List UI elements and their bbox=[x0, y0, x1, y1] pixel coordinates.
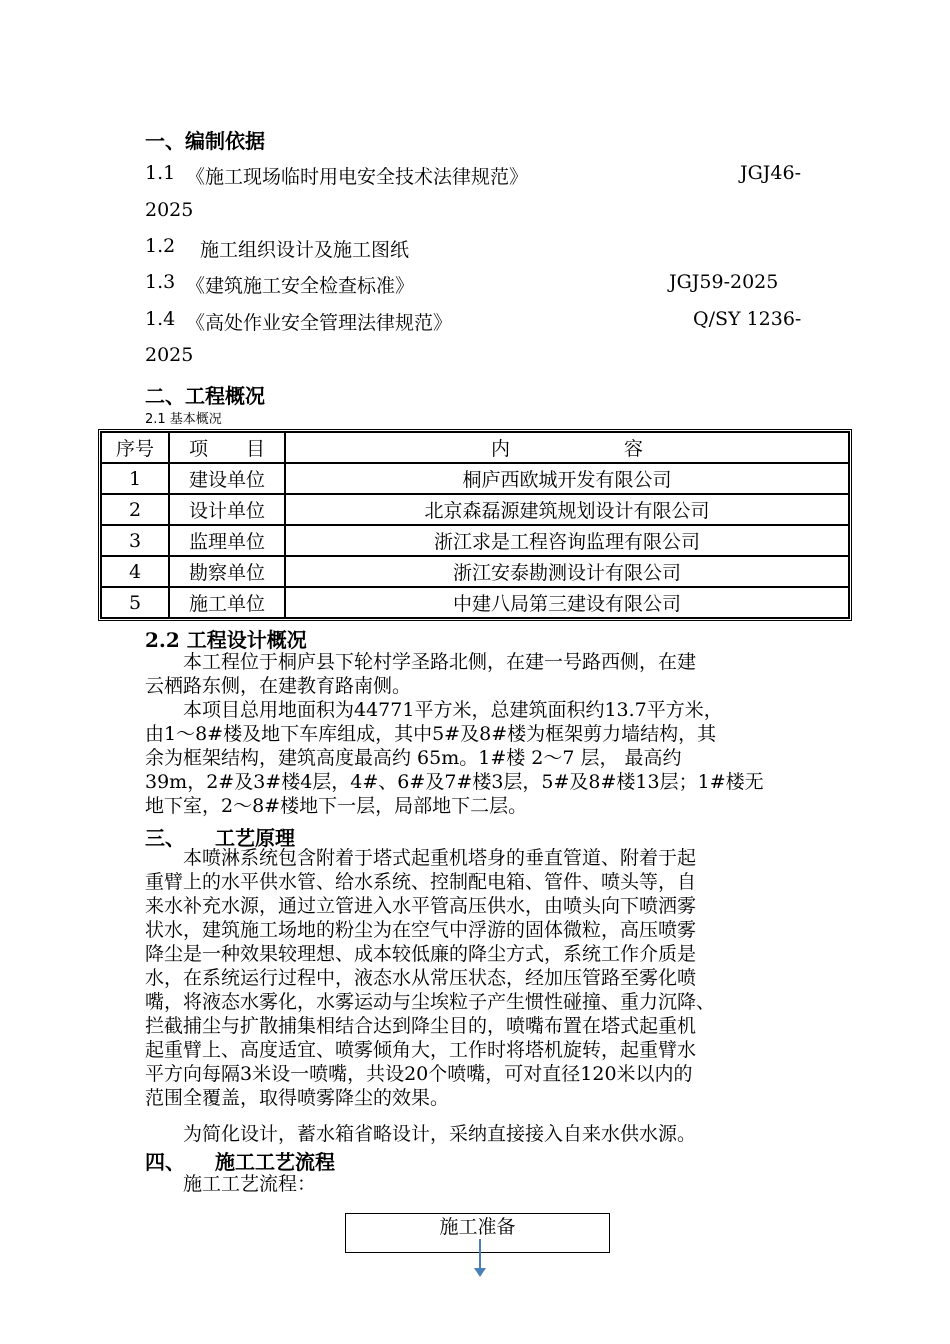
table-header-cell: 内 容 bbox=[285, 432, 849, 463]
section-1-title: 一、编制依据 bbox=[145, 129, 265, 153]
simplified-design-paragraph bbox=[145, 1122, 696, 1146]
paragraph-line: 起重臂上、高度适宜、喷雾倾角大，工作时将塔机旋转，起重臂水 bbox=[145, 1039, 697, 1061]
table-cell: 1 bbox=[101, 463, 169, 494]
table-cell: 勘察单位 bbox=[169, 556, 285, 587]
paragraph-line: 由1～8#楼及地下车库组成，其中5#及8#楼为框架剪力墙结构，其 bbox=[145, 723, 717, 745]
paragraph-line: 范围全覆盖，取得喷雾降尘的效果。 bbox=[145, 1087, 450, 1109]
paragraph-line: 余为框架结构，建筑高度最高约 65m。1#楼 2～7 层， 最高约 bbox=[145, 747, 682, 769]
paragraph-line: 来水补充水源，通过立管进入水平管高压供水，由喷头向下喷洒雾 bbox=[145, 895, 697, 917]
ref-1-number: 1.1 bbox=[145, 162, 176, 184]
table-header-cell: 序号 bbox=[101, 432, 169, 463]
subsection-2-1-title: 2.1 基本概况 bbox=[145, 412, 222, 427]
paragraph-line: 云栖路东侧，在建教育路南侧。 bbox=[145, 675, 412, 697]
section-2-title: 二、工程概况 bbox=[145, 384, 265, 408]
flow-arrow-head-icon bbox=[474, 1268, 486, 1277]
table-cell: 浙江求是工程咨询监理有限公司 bbox=[285, 525, 849, 556]
ref-1-code: JGJ46- bbox=[740, 162, 802, 184]
table-cell: 2 bbox=[101, 494, 169, 525]
table-row bbox=[101, 587, 849, 618]
paragraph-line: 本项目总用地面积为44771平方米，总建筑面积约13.7平方米， bbox=[145, 699, 723, 721]
flow-intro bbox=[145, 1172, 316, 1196]
ref-3-name: 《建筑施工安全检查标准》 bbox=[186, 275, 415, 297]
paragraph-line: 为简化设计，蓄水箱省略设计，采纳直接接入自来水供水源。 bbox=[145, 1123, 697, 1145]
table-cell: 5 bbox=[101, 587, 169, 618]
ref-3-code: JGJ59-2025 bbox=[669, 271, 779, 293]
process-principle-paragraph bbox=[145, 846, 715, 1110]
table-cell: 施工单位 bbox=[169, 587, 285, 618]
ref-2-number: 1.2 bbox=[145, 235, 176, 257]
table-cell: 中建八局第三建设有限公司 bbox=[285, 587, 849, 618]
paragraph-line: 平方向每隔3米设一喷嘴，共设20个喷嘴，可对直径120米以内的 bbox=[145, 1063, 693, 1085]
section-4-title: 四、 施工工艺流程 bbox=[145, 1150, 335, 1174]
table-cell: 桐庐西欧城开发有限公司 bbox=[285, 463, 849, 494]
table-cell: 3 bbox=[101, 525, 169, 556]
paragraph-line: 嘴，将液态水雾化，水雾运动与尘埃粒子产生惯性碰撞、重力沉降、 bbox=[145, 991, 716, 1013]
paragraph-line: 拦截捕尘与扩散捕集相结合达到降尘目的，喷嘴布置在塔式起重机 bbox=[145, 1015, 697, 1037]
ref-4-number: 1.4 bbox=[145, 308, 176, 330]
paragraph-line: 施工工艺流程： bbox=[145, 1173, 317, 1195]
ref-4-name: 《高处作业安全管理法律规范》 bbox=[186, 312, 453, 334]
table-cell: 监理单位 bbox=[169, 525, 285, 556]
table-header-cell: 项 目 bbox=[169, 432, 285, 463]
table-row bbox=[101, 494, 849, 525]
table-cell: 浙江安泰勘测设计有限公司 bbox=[285, 556, 849, 587]
paragraph-line: 39m，2#及3#楼4层，4#、6#及7#楼3层，5#及8#楼13层；1#楼无 bbox=[145, 771, 764, 793]
project-scale-paragraph bbox=[145, 698, 764, 818]
ref-1-code-wrap: 2025 bbox=[145, 199, 194, 221]
paragraph-line: 地下室，2～8#楼地下一层，局部地下二层。 bbox=[145, 795, 528, 817]
table-row bbox=[101, 556, 849, 587]
table-cell: 北京森磊源建筑规划设计有限公司 bbox=[285, 494, 849, 525]
ref-4-code: Q/SY 1236- bbox=[693, 308, 802, 330]
paragraph-line: 水，在系统运行过程中，液态水从常压状态，经加压管路至雾化喷 bbox=[145, 967, 697, 989]
table-cell: 4 bbox=[101, 556, 169, 587]
flow-step-box: 施工准备 bbox=[345, 1213, 610, 1253]
subsection-2-2-title: 2.2 工程设计概况 bbox=[145, 628, 307, 652]
basic-info-table bbox=[98, 429, 852, 621]
paragraph-line: 本工程位于桐庐县下轮村学圣路北侧，在建一号路西侧，在建 bbox=[145, 651, 697, 673]
table-row bbox=[101, 463, 849, 494]
table-header-row bbox=[101, 432, 849, 463]
ref-3-number: 1.3 bbox=[145, 271, 176, 293]
ref-4-code-wrap: 2025 bbox=[145, 344, 194, 366]
paragraph-line: 本喷淋系统包含附着于塔式起重机塔身的垂直管道、附着于起 bbox=[145, 847, 697, 869]
project-location-paragraph bbox=[145, 650, 696, 698]
paragraph-line: 重臂上的水平供水管、给水系统、控制配电箱、管件、喷头等，自 bbox=[145, 871, 697, 893]
table-cell: 设计单位 bbox=[169, 494, 285, 525]
section-3-title: 三、 工艺原理 bbox=[145, 826, 295, 850]
ref-1-name: 《施工现场临时用电安全技术法律规范》 bbox=[186, 166, 529, 188]
paragraph-line: 降尘是一种效果较理想、成本较低廉的降尘方式，系统工作介质是 bbox=[145, 943, 697, 965]
paragraph-line: 状水，建筑施工场地的粉尘为在空气中浮游的固体微粒，高压喷雾 bbox=[145, 919, 697, 941]
ref-2-name: 施工组织设计及施工图纸 bbox=[200, 239, 410, 261]
table-cell: 建设单位 bbox=[169, 463, 285, 494]
table-row bbox=[101, 525, 849, 556]
